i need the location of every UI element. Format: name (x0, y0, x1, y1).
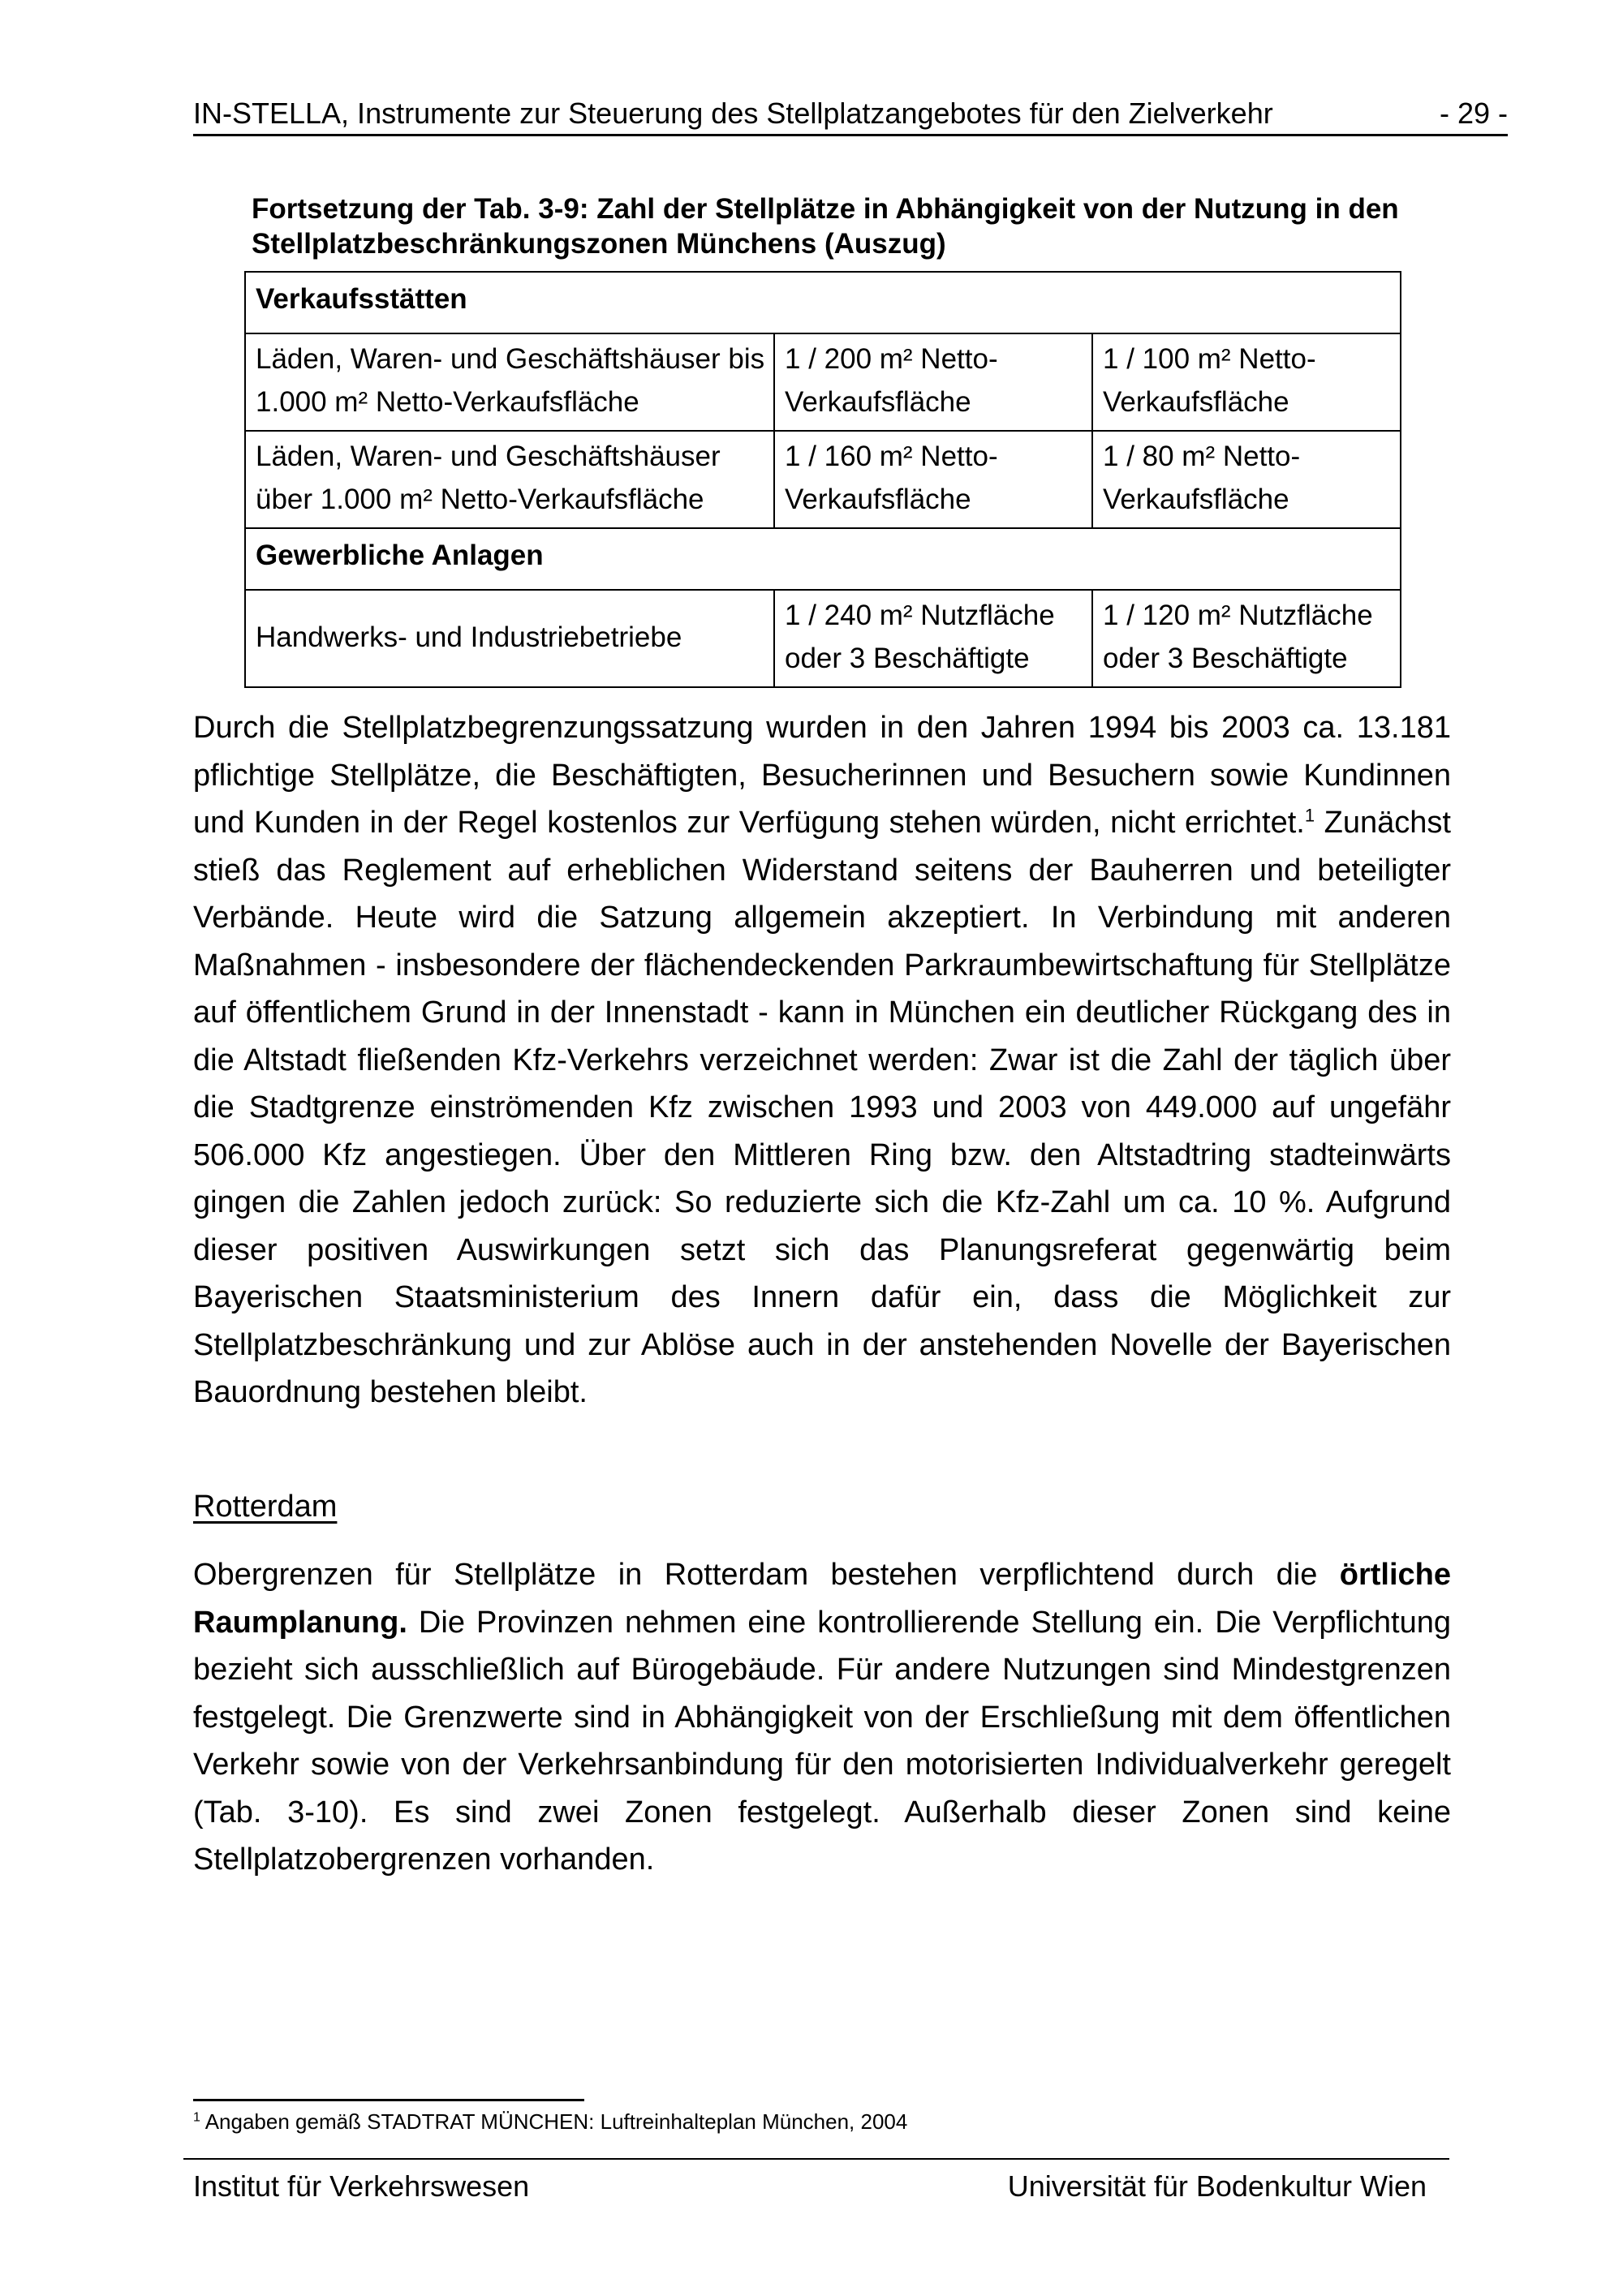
page-header (193, 93, 1508, 136)
parking-requirements-table (244, 271, 1401, 688)
zone2-cell: 1 / 100 m² Netto-Verkaufsfläche (1092, 333, 1401, 431)
zone2-cell: 1 / 120 m² Nutzfläche oder 3 Beschäftigte (1092, 590, 1401, 687)
table-section-row (245, 272, 1401, 333)
zone1-cell: 1 / 200 m² Netto-Verkaufsfläche (774, 333, 1092, 431)
paragraph-text: Die Provinzen nehmen eine kontrollierende Stellung ein. Die Verpflichtung bezieht sich ausschließlich auf Bürogebäude. Für andere Nutzungen sind Mindestgrenzen festgelegt. Die Grenzwerte sind in Abhängigkeit von der Erschließung mit dem öffentlichen Verkehr sowie von der Verkehrsanbindung für den motorisierten Individualverkehr geregelt (Tab. 3-10). Es sind zwei Zonen festgelegt. Außerhalb dieser Zonen sind keine Stellplatzobergrenzen vorhanden. (193, 1605, 1451, 1877)
body-paragraph-munich (193, 704, 1451, 1417)
footnote-divider (193, 2099, 584, 2101)
body-paragraph-rotterdam (193, 1551, 1451, 1884)
paragraph-text: Obergrenzen für Stellplätze in Rotterdam bestehen verpflichtend durch die (193, 1558, 1340, 1592)
footnote-marker: 1 (193, 2110, 200, 2125)
section-title: Gewerbliche Anlagen (245, 528, 1401, 590)
table-row (245, 590, 1401, 687)
paragraph-text: Durch die Stellplatzbegrenzungssatzung wurden in den Jahren 1994 bis 2003 ca. 13.181 pflichtige Stellplätze, die Beschäftigten, Besucherinnen und Besuchern sowie Kundinnen und Kunden in der Regel kostenlos zur Verfügung stehen würden, nicht errichtet. (193, 711, 1451, 840)
table-section-row (245, 528, 1401, 590)
footer-institute: Institut für Verkehrswesen (193, 2169, 530, 2203)
footnote-text: Angaben gemäß STADTRAT MÜNCHEN: Luftreinhalteplan München, 2004 (200, 2109, 908, 2134)
use-cell: Läden, Waren- und Geschäftshäuser über 1.000 m² Netto-Verkaufsfläche (245, 431, 774, 528)
emphasis-text: örtliche Raumplanung. (193, 1558, 1451, 1640)
zone1-cell: 1 / 240 m² Nutzfläche oder 3 Beschäftigte (774, 590, 1092, 687)
footnote (193, 2109, 907, 2135)
footnote-reference[interactable]: 1 (1304, 805, 1315, 826)
footer-university: Universität für Bodenkultur Wien (1007, 2169, 1427, 2203)
paragraph-text: Zunächst stieß das Reglement auf erheblichen Widerstand seitens der Bauherren und beteiligter Verbände. Heute wird die Satzung allgemein akzeptiert. In Verbindung mit anderen Maßnahmen - insbesondere der flächendeckenden Parkraumbewirtschaftung für Stellplätze auf öffentlichem Grund in der Innenstadt - kann in München ein deutlicher Rückgang des in die Altstadt fließenden Kfz-Verkehrs verzeichnet werden: Zwar ist die Zahl der täglich über die Stadtgrenze einströmenden Kfz zwischen 1993 und 2003 von 449.000 auf ungefähr 506.000 Kfz angestiegen. Über den Mittleren Ring bzw. den Altstadtring stadteinwärts gingen die Zahlen jedoch zurück: So reduzierte sich die Kfz-Zahl um ca. 10 %. Aufgrund dieser positiven Auswirkungen setzt sich das Planungsreferat gegenwärtig beim Bayerischen Staatsministerium des Innern dafür ein, dass die Möglichkeit zur Stellplatzbeschränkung und zur Ablöse auch in der anstehenden Novelle der Bayerischen Bauordnung bestehen bleibt. (193, 806, 1451, 1409)
zone1-cell: 1 / 160 m² Netto-Verkaufsfläche (774, 431, 1092, 528)
table-row (245, 333, 1401, 431)
table-row (245, 431, 1401, 528)
use-cell: Handwerks- und Industriebetriebe (245, 590, 774, 687)
page-number: - 29 - (1439, 97, 1508, 130)
page-footer (183, 2158, 1449, 2208)
table-caption: Fortsetzung der Tab. 3-9: Zahl der Stellplätze in Abhängigkeit von der Nutzung in den Stellplatzbeschränkungszonen Münchens (Auszug) (252, 193, 1399, 260)
section-heading-rotterdam: Rotterdam (193, 1490, 338, 1524)
zone2-cell: 1 / 80 m² Netto-Verkaufsfläche (1092, 431, 1401, 528)
running-title: IN-STELLA, Instrumente zur Steuerung des Stellplatzangebotes für den Zielverkehr (193, 97, 1273, 130)
section-title: Verkaufsstätten (245, 272, 1401, 333)
use-cell: Läden, Waren- und Geschäftshäuser bis 1.000 m² Netto-Verkaufsfläche (245, 333, 774, 431)
